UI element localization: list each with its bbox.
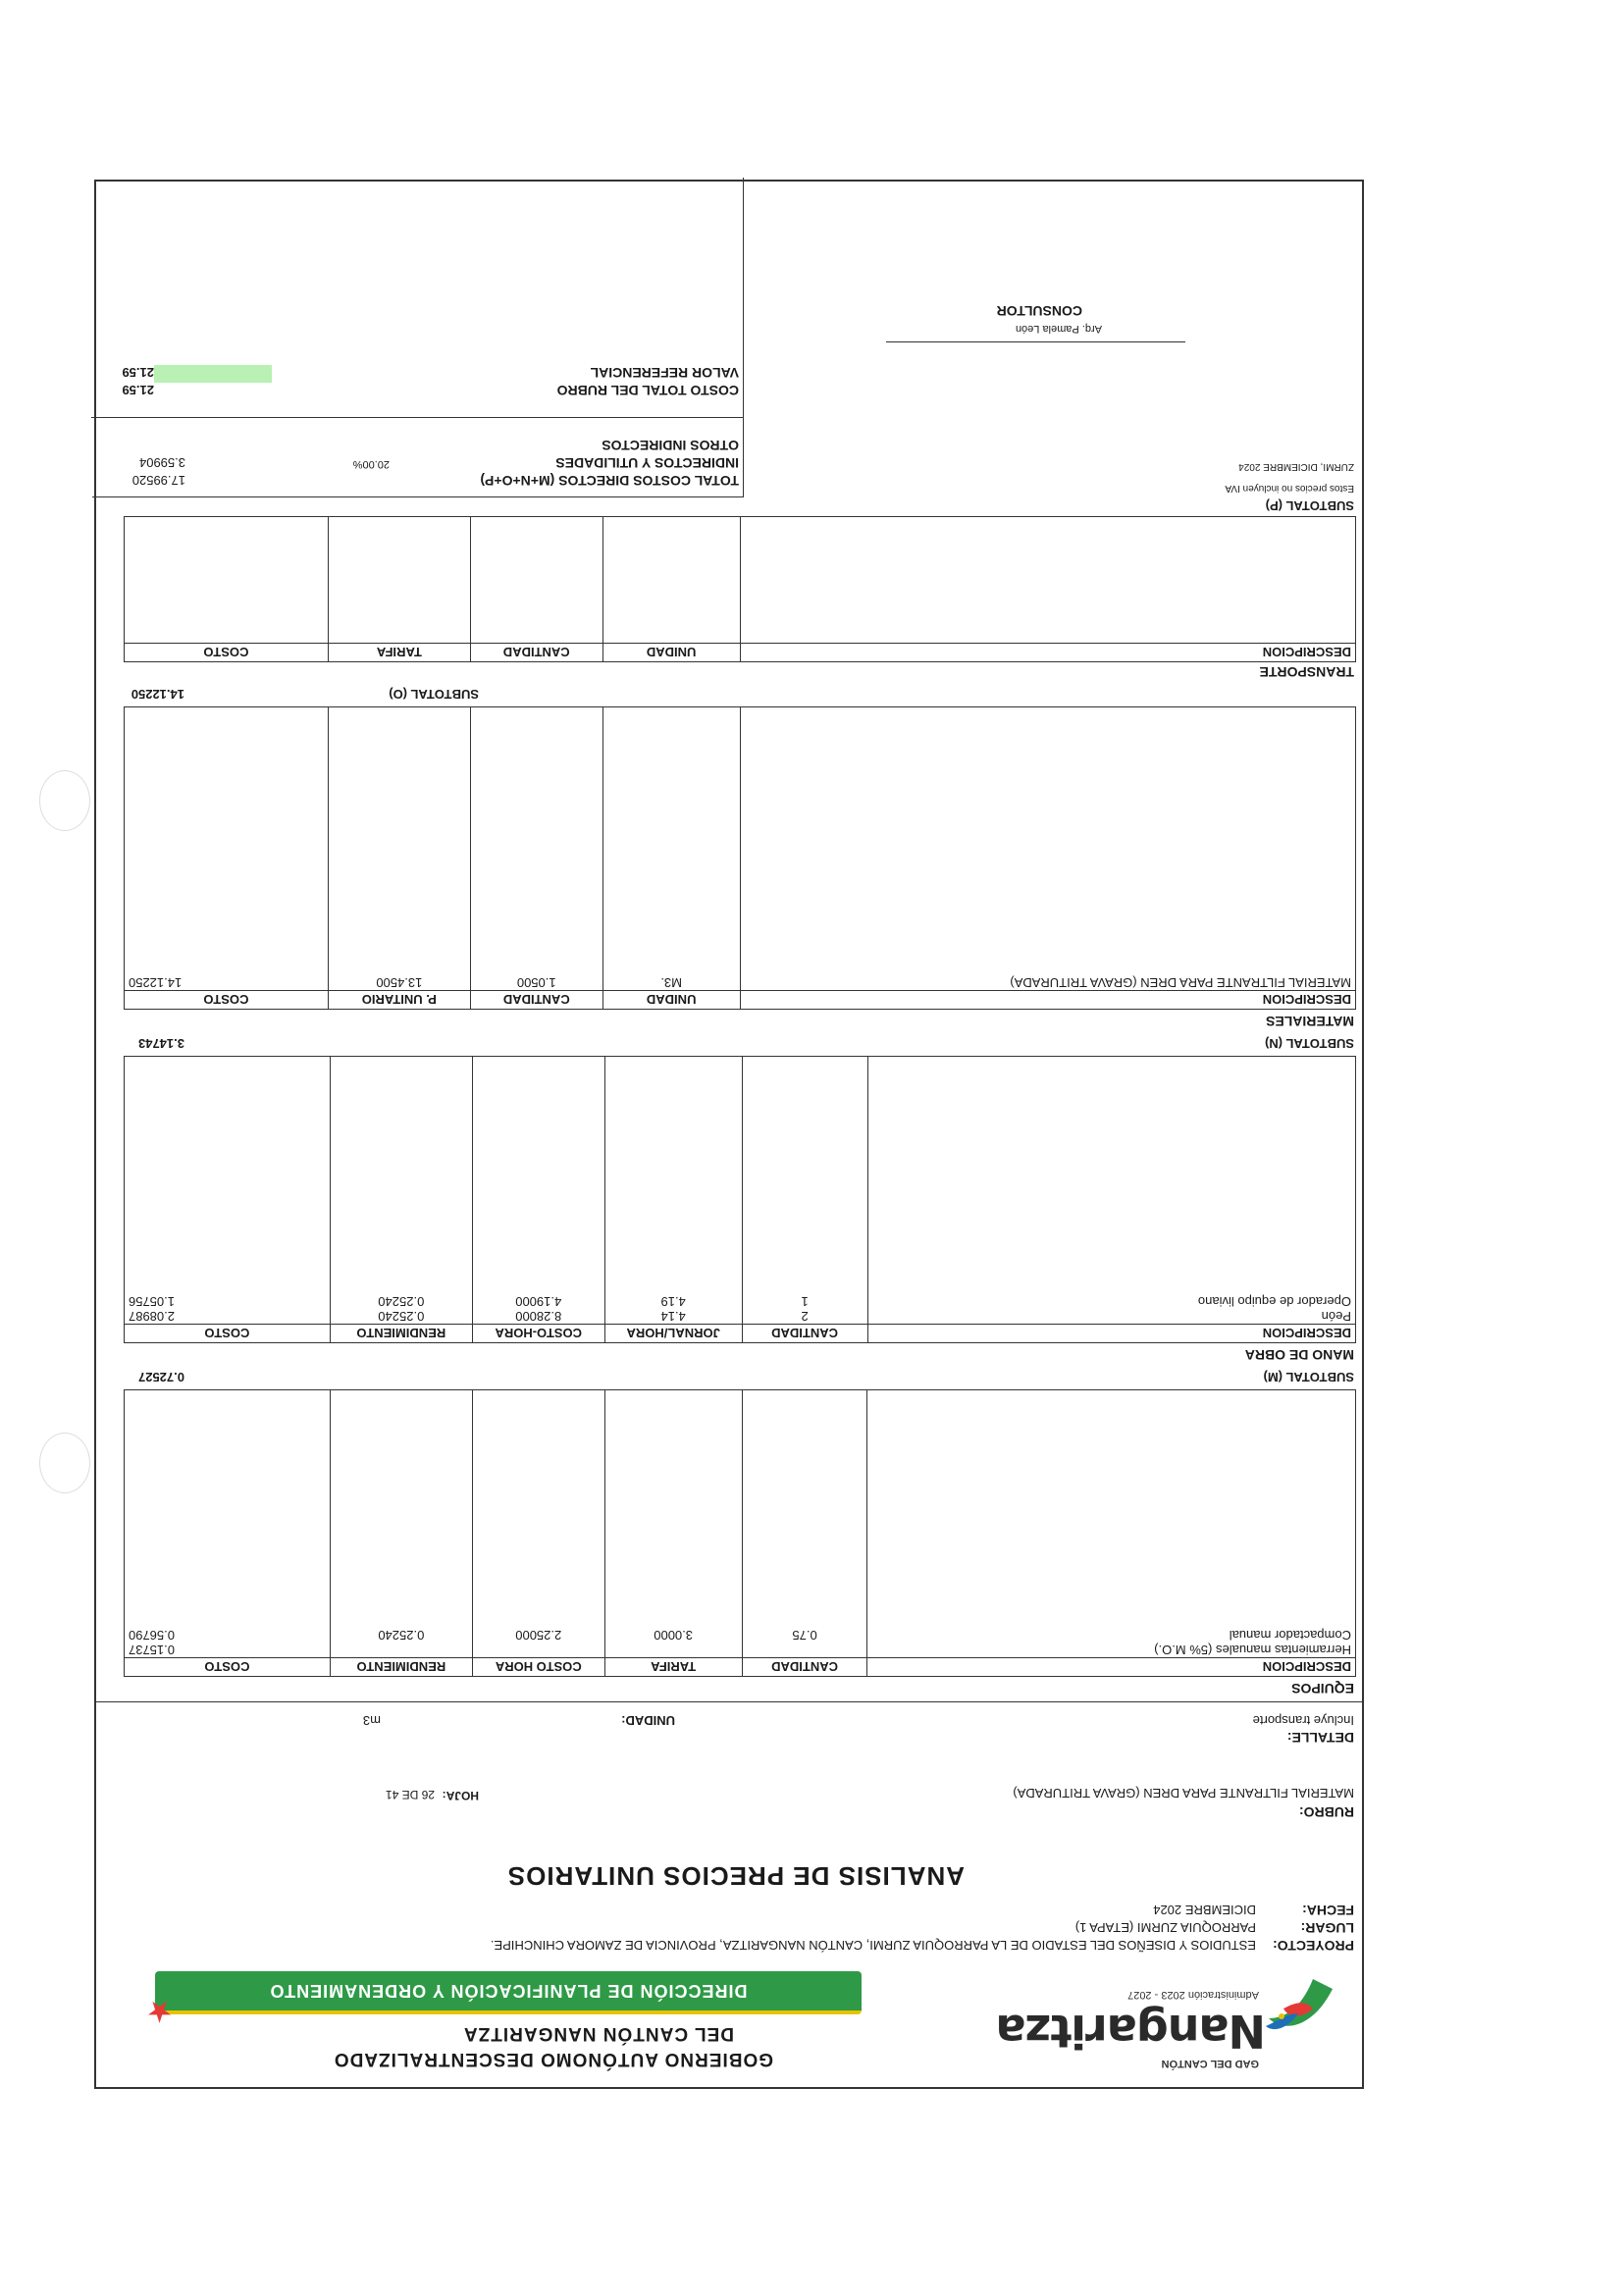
costo-cell	[125, 1057, 331, 1325]
indirectos-value: 3.59904	[139, 455, 185, 470]
cell-value: 2.25000	[515, 1628, 562, 1643]
col-descripcion: DESCRIPCION	[740, 644, 1355, 662]
col-costo: COSTO	[125, 1658, 331, 1677]
highlight-mark	[154, 365, 272, 383]
apu-sheet	[94, 180, 1364, 2089]
cell-value: 3.0000	[654, 1628, 694, 1643]
cell-value: 1.05756	[129, 1294, 175, 1309]
col-costo: COSTO	[125, 644, 329, 662]
col-descripcion: DESCRIPCION	[740, 991, 1355, 1010]
transporte-table	[124, 516, 1356, 662]
transporte-section-title: TRANSPORTE	[1259, 664, 1354, 680]
cell-value: M3.	[660, 975, 682, 990]
mano-obra-table	[124, 1056, 1356, 1343]
desc-cell	[740, 517, 1355, 644]
desc-cell	[867, 1057, 1355, 1325]
subtotal-o-value: 14.12250	[131, 687, 184, 702]
col-costo-hora: COSTO-HORA	[472, 1325, 604, 1343]
consultant-name: Arq. Pamela León	[1015, 323, 1102, 335]
col-descripcion: DESCRIPCION	[867, 1658, 1356, 1677]
proyecto-label: PROYECTO:	[1273, 1938, 1354, 1954]
materiales-section-title: MATERIALES	[1266, 1014, 1354, 1029]
unidad-cell	[602, 517, 740, 644]
costo-hora-cell	[472, 1390, 604, 1658]
cell-value: 1	[801, 1294, 809, 1309]
subtotal-n-value: 3.14743	[138, 1036, 184, 1051]
col-costo: COSTO	[125, 1325, 331, 1343]
col-cantidad: CANTIDAD	[742, 1325, 867, 1343]
equipos-table	[124, 1389, 1356, 1677]
col-rendimiento: RENDIMIENTO	[330, 1658, 472, 1677]
materiales-header-row	[125, 991, 1356, 1010]
col-tarifa: TARIFA	[328, 644, 470, 662]
costo-total-value: 21.59	[122, 383, 154, 397]
desc-cell	[867, 1390, 1356, 1658]
cell-value: 8.28000	[515, 1309, 562, 1324]
hummingbird-icon	[1264, 1969, 1342, 2048]
total-directos-label: TOTAL COSTOS DIRECTOS (M+N+O+P)	[480, 473, 739, 489]
col-unidad: UNIDAD	[602, 991, 740, 1010]
mano-obra-section-title: MANO DE OBRA	[1244, 1347, 1354, 1363]
table-body	[125, 1057, 1356, 1325]
subtotal-p-label: SUBTOTAL (P)	[1265, 498, 1354, 513]
col-cantidad: CANTIDAD	[742, 1658, 867, 1677]
divider	[96, 1701, 1362, 1702]
subtotal-n-label: SUBTOTAL (N)	[1265, 1036, 1354, 1051]
costo-total-label: COSTO TOTAL DEL RUBRO	[556, 383, 739, 398]
unidad-cell	[602, 707, 740, 991]
table-body	[125, 517, 1356, 644]
cantidad-cell	[470, 517, 602, 644]
col-p-unitario: P. UNITARIO	[328, 991, 470, 1010]
cell-value	[747, 1643, 864, 1657]
cell-value: 14.12250	[129, 975, 183, 990]
transporte-header-row	[125, 644, 1356, 662]
rubro-value: MATERIAL FILTRANTE PARA DREN (GRAVA TRITURADA)	[1013, 1786, 1354, 1800]
cell-value: 0.25240	[378, 1309, 425, 1324]
costo-cell	[125, 517, 329, 644]
cell-value: 1.0500	[516, 975, 556, 990]
document-header	[96, 1959, 1362, 2087]
gov-line-2: DEL CANTÓN NANGARITZA	[462, 2023, 734, 2044]
cell-value: 4.19	[660, 1294, 686, 1309]
lugar-value: PARROQUIA ZURMI (ETAPA 1)	[1074, 1920, 1256, 1935]
cantidad-cell	[742, 1057, 867, 1325]
divider	[91, 417, 743, 418]
cell-value: 0.25240	[378, 1628, 425, 1643]
total-directos-value: 17.99520	[131, 473, 185, 488]
direction-banner: DIRECCIÓN DE PLANIFICACIÓN Y ORDENAMIENTO	[155, 1971, 862, 2014]
logo-gad-text: GAD DEL CANTÓN	[1161, 2058, 1259, 2069]
table-row-desc: Operador de equipo liviano	[1197, 1294, 1351, 1309]
subtotal-m-label: SUBTOTAL (M)	[1263, 1370, 1354, 1384]
valor-referencial-label: VALOR REFERENCIAL	[590, 365, 739, 381]
unidad-label: UNIDAD:	[621, 1713, 675, 1728]
costo-cell	[125, 707, 329, 991]
rubro-label: RUBRO:	[1299, 1804, 1354, 1820]
table-row-desc: Herramientas manuales (5% M.O.)	[1154, 1643, 1351, 1657]
tarifa-cell	[328, 517, 470, 644]
cell-value: 0.25240	[378, 1294, 425, 1309]
cell-value: 2.08987	[129, 1309, 175, 1324]
rendimiento-cell	[330, 1057, 472, 1325]
hoja-label: HOJA:	[442, 1789, 479, 1802]
table-row-desc: MATERIAL FILTRANTE PARA DREN (GRAVA TRITURADA)	[1010, 975, 1351, 990]
col-cantidad: CANTIDAD	[470, 991, 602, 1010]
table-body	[125, 707, 1356, 991]
col-descripcion: DESCRIPCION	[867, 1325, 1355, 1343]
signature-line	[886, 341, 1185, 342]
cell-value: 2	[801, 1309, 809, 1324]
gov-line-1: GOBIERNO AUTÓNOMO DESCENTRALIZADO	[333, 2049, 773, 2069]
col-costo-hora: COSTO HORA	[472, 1658, 604, 1677]
fecha-value: DICIEMBRE 2024	[1153, 1903, 1256, 1917]
jornal-cell	[604, 1057, 742, 1325]
materiales-table	[124, 706, 1356, 1010]
page-title: ANALISIS DE PRECIOS UNITARIOS	[506, 1861, 965, 1891]
unidad-value: m3	[362, 1713, 381, 1728]
cantidad-cell	[470, 707, 602, 991]
costo-cell	[125, 1390, 331, 1658]
cell-value: 0.56790	[129, 1628, 175, 1643]
table-body	[125, 1390, 1356, 1658]
indirectos-label: INDIRECTOS Y UTILIDADES	[555, 455, 739, 471]
mano-obra-header-row	[125, 1325, 1356, 1343]
col-unidad: UNIDAD	[602, 644, 740, 662]
col-costo: COSTO	[125, 991, 329, 1010]
place-date: ZURMI, DICIEMBRE 2024	[1238, 461, 1354, 472]
cell-value	[477, 1643, 601, 1657]
rendimiento-cell	[330, 1390, 472, 1658]
col-rendimiento: RENDIMIENTO	[330, 1325, 472, 1343]
lugar-label: LUGAR:	[1300, 1920, 1354, 1936]
detalle-value: Incluye transporte	[1252, 1713, 1354, 1728]
equipos-section-title: EQUIPOS	[1291, 1681, 1354, 1696]
table-row-desc: Compactador manual	[1229, 1628, 1351, 1643]
summary-box	[92, 178, 744, 497]
cell-value: 0.15737	[129, 1643, 175, 1657]
punch-hole	[39, 770, 90, 831]
detalle-label: DETALLE:	[1286, 1730, 1354, 1746]
consultant-role: CONSULTOR	[996, 303, 1082, 319]
cell-value: 4.19000	[515, 1294, 562, 1309]
hoja-value: 26 DE 41	[385, 1788, 435, 1801]
nangaritza-logo	[996, 1969, 1342, 2077]
cell-value: 0.75	[792, 1628, 817, 1643]
valor-referencial-value: 21.59	[122, 365, 154, 380]
proyecto-value: ESTUDIOS Y DISEÑOS DEL ESTADIO DE LA PARROQUIA ZURMI, CANTÓN NANGARITZA, PROVINCIA DE ZAMORA CHINCHIPE.	[490, 1938, 1256, 1953]
cell-value: 13.4500	[376, 975, 423, 990]
cell-value	[335, 1643, 468, 1657]
unitario-cell	[328, 707, 470, 991]
subtotal-o-label: SUBTOTAL (O)	[389, 687, 479, 702]
col-cantidad: CANTIDAD	[470, 644, 602, 662]
iva-note: Estos precios no incluyen IVA	[1225, 483, 1354, 494]
col-tarifa: TARIFA	[604, 1658, 742, 1677]
otros-indirectos-label: OTROS INDIRECTOS	[602, 438, 739, 453]
cell-value	[609, 1643, 738, 1657]
logo-admin-text: Administración 2023 - 2027	[1127, 1989, 1259, 2001]
desc-cell	[740, 707, 1355, 991]
col-jornal-hora: JORNAL/HORA	[604, 1325, 742, 1343]
punch-hole	[39, 1433, 90, 1493]
cell-value: 4.14	[660, 1309, 686, 1324]
table-row-desc: Peón	[1321, 1309, 1351, 1324]
equipos-header-row	[125, 1658, 1356, 1677]
fecha-label: FECHA:	[1302, 1903, 1354, 1918]
tarifa-cell	[604, 1390, 742, 1658]
subtotal-m-value: 0.72527	[138, 1370, 184, 1384]
cantidad-cell	[742, 1390, 867, 1658]
indirectos-pct: 20.00%	[352, 458, 390, 470]
star-icon: ★	[146, 1995, 173, 2027]
logo-name: Nangaritza	[996, 2005, 1266, 2058]
costo-hora-cell	[472, 1057, 604, 1325]
